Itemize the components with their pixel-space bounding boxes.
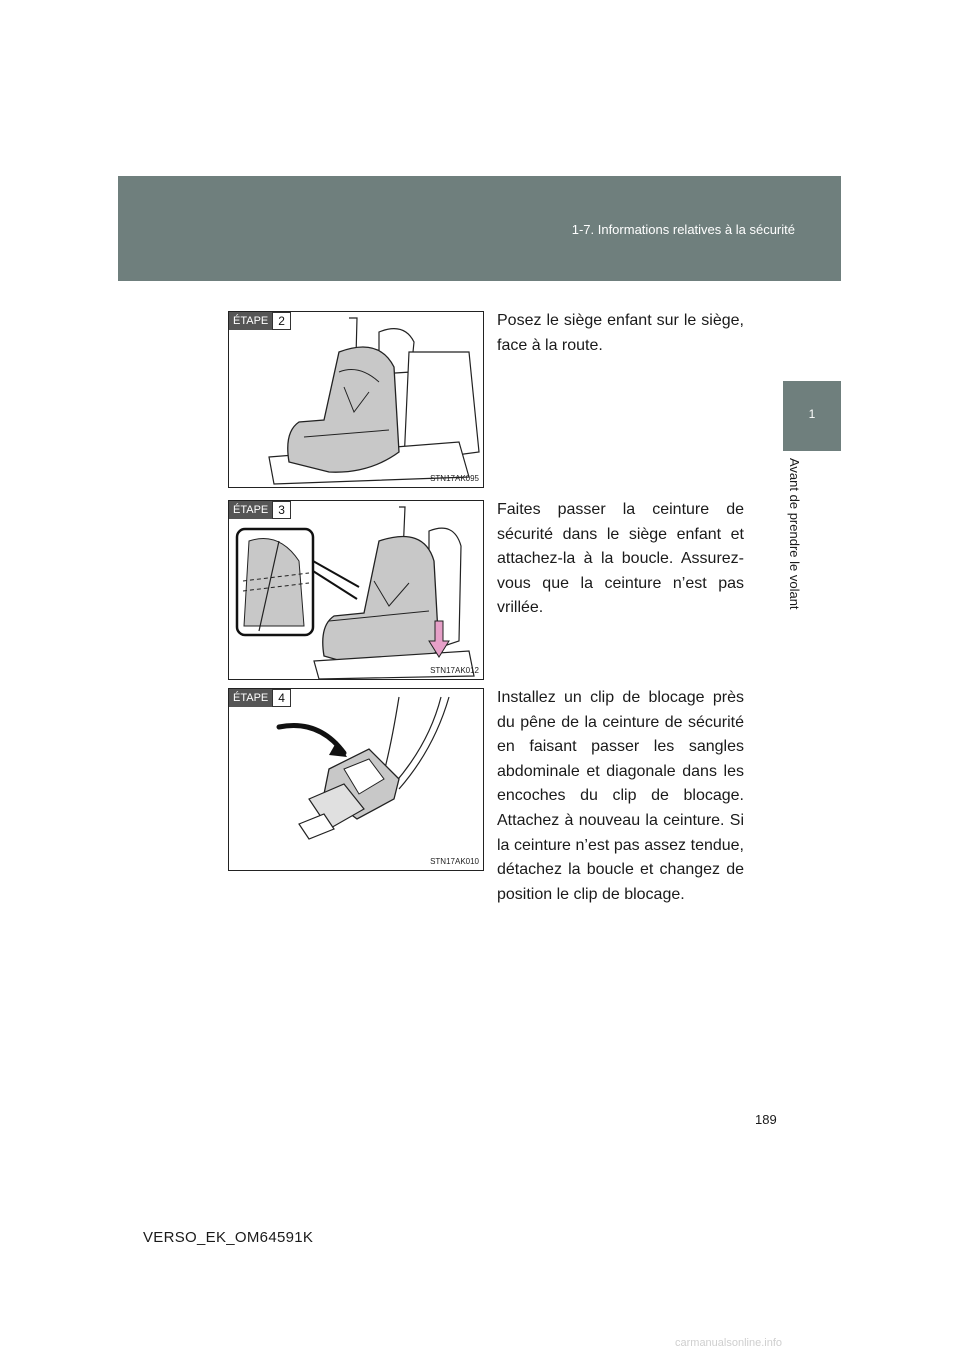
step-number: 2 <box>272 312 291 330</box>
step-number: 3 <box>272 501 291 519</box>
step-4-figure <box>228 688 484 871</box>
step-number: 4 <box>272 689 291 707</box>
figure-code: STN17AK012 <box>430 666 479 675</box>
child-seat-forward-illustration <box>229 312 483 487</box>
step-badge <box>229 501 291 519</box>
chapter-title: Avant de prendre le volant <box>787 458 802 610</box>
seatbelt-routing-illustration <box>229 501 483 679</box>
step-2-figure <box>228 311 484 488</box>
step-word: ÉTAPE <box>229 501 272 519</box>
section-header <box>118 176 841 281</box>
chapter-label <box>780 458 810 638</box>
step-word: ÉTAPE <box>229 312 272 330</box>
page-number: 189 <box>755 1112 777 1127</box>
step-3-text: Faites passer la ceinture de sécurité dans le siège enfant et attachez-la à la boucle. Assurez-vous que la ceinture n’est pas vrillée. <box>497 501 744 617</box>
step-badge <box>229 689 291 707</box>
step-4-text: Installez un clip de blocage près du pêne de la ceinture de sécurité en faisant passer les sangles abdominale et diagonale dans les encoches du clip de blocage. Attachez à nouveau la ceinture. Si la ceinture n’est pas assez tendue, détachez la boucle et changez de position le clip de blocage. <box>497 689 744 903</box>
figure-code: STN17AK010 <box>430 857 479 866</box>
section-title: 1-7. Informations relatives à la sécurité <box>571 222 795 237</box>
chapter-tab <box>783 381 841 451</box>
locking-clip-illustration <box>229 689 483 870</box>
step-badge <box>229 312 291 330</box>
document-code: VERSO_EK_OM64591K <box>143 1229 314 1246</box>
figure-code: STN17AK095 <box>430 474 479 483</box>
step-3-figure <box>228 500 484 680</box>
chapter-number: 1 <box>808 407 816 421</box>
watermark: carmanualsonline.info <box>675 1337 783 1349</box>
step-2-text: Posez le siège enfant sur le siège, face à la route. <box>497 312 744 354</box>
step-word: ÉTAPE <box>229 689 272 707</box>
